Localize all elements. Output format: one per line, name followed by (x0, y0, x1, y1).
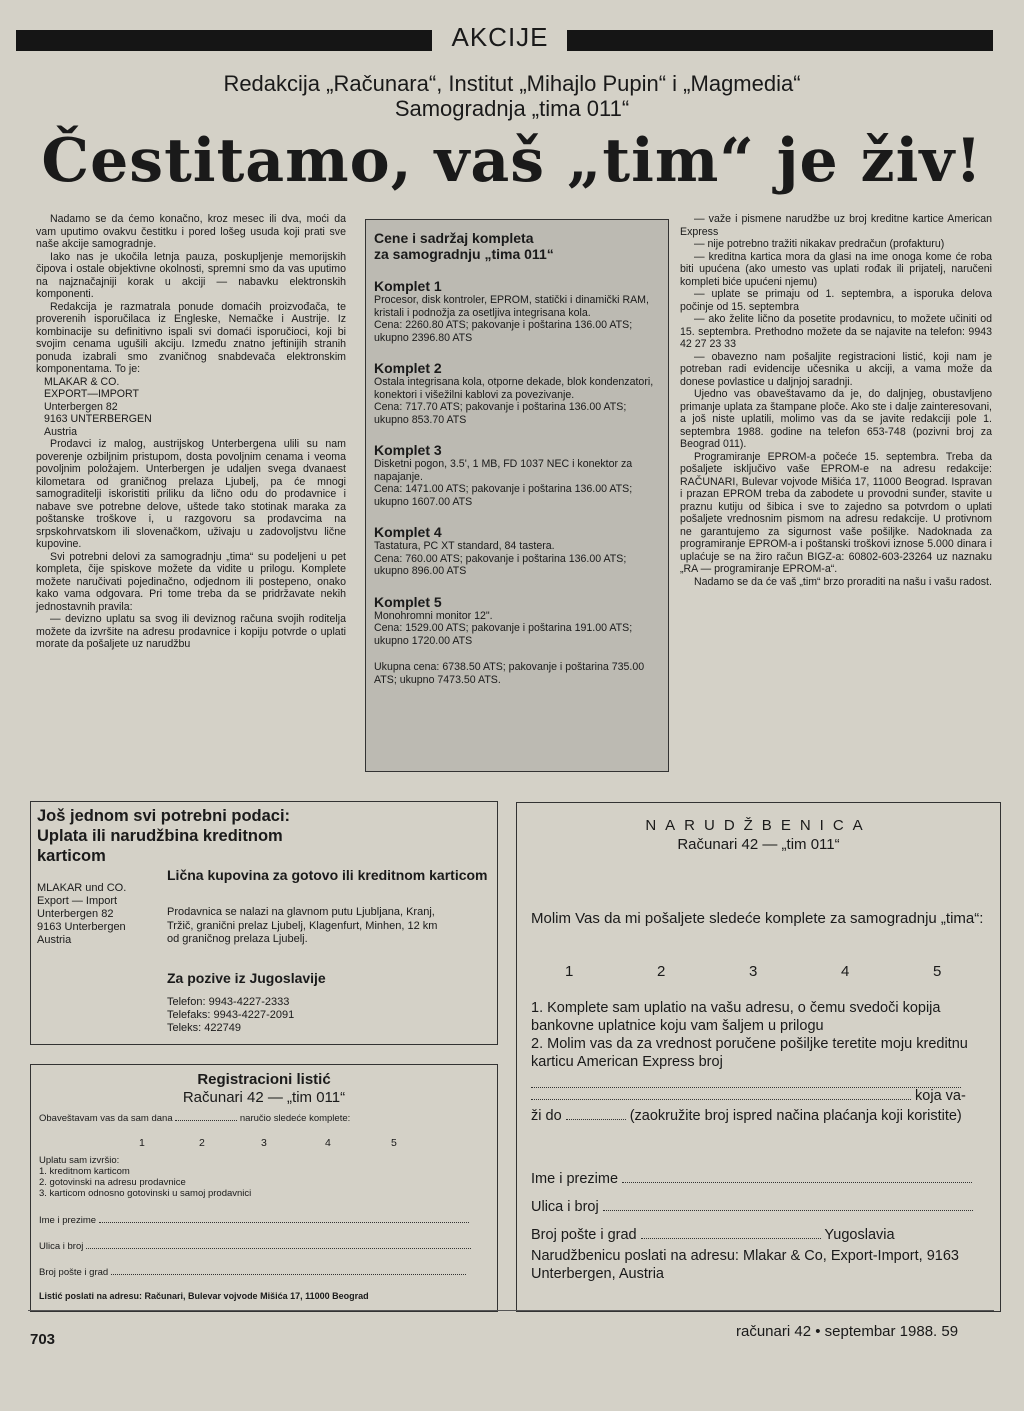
reg-name-row (39, 1215, 469, 1226)
reg-footer: Listić poslati na adresu: Računari, Bulevar vojvode Mišića 17, 11000 Beograd (39, 1291, 369, 1301)
kit-option-2[interactable]: 2 (199, 1137, 205, 1149)
komplet-desc: Ostala integrisana kola, otporne dekade, blok kondenzatori, konektori i višežilni kablovi za povezivanje. (374, 376, 654, 401)
post-label: Broj pošte i grad (39, 1267, 109, 1278)
teleks: Teleks: 422749 (167, 1022, 241, 1034)
order-street-row (531, 1199, 973, 1215)
supplier-line: 9163 UNTERBERGEN (44, 413, 152, 425)
telefon: Telefon: 9943-4227-2333 (167, 996, 290, 1008)
order-footer: Narudžbenicu poslati na adresu: Mlakar & Co, Export-Import, 9163 Unterbergen, Austria (531, 1248, 959, 1282)
supplier-line: Austria (44, 425, 77, 438)
price-box-title: Cene i sadržaj kompleta (374, 230, 534, 246)
right-para: — kreditna kartica mora da glasi na ime onoga kome će roba biti upućena (ako umesto vas uplati rođak ili prijatelj, naručeni kompleti biće upućeni njemu) (680, 250, 992, 288)
order-intro: Molim Vas da mi pošaljete sledeće komplete za samogradnju „tima“: (531, 910, 984, 927)
price-box-title-2: za samogradnju „tima 011“ (374, 246, 554, 262)
right-column (680, 213, 992, 588)
komplet-title: Komplet 3 (374, 442, 442, 458)
order-title: NARUDŽBENICA (645, 817, 872, 834)
left-para-3: Redakcija je razmatrala ponude domaćih proizvođača, te proverenih isporučilaca iz Engleske, Nemačke i Austrije. Iz kombinacije su definitivno ispali svi domaći isporučioci, koji bi svojim cenama ugušili akciju. Između znatno jeftinijih stranih ponuda izabrali smo zvaničnog snabdevača elektronskim komponentama. To je: (36, 300, 346, 375)
komplet-desc: Tastatura, PC XT standard, 84 tastera. (374, 540, 555, 552)
right-para: — nije potrebno tražiti nikakav predračun (profakturu) (694, 238, 945, 250)
post-field[interactable] (641, 1238, 821, 1239)
address-line: MLAKAR und CO. (37, 882, 127, 894)
komplet-price: Cena: 760.00 ATS; pakovanje i poštarina 136.00 ATS; ukupno 896.00 ATS (374, 552, 627, 577)
right-para: Ujedno vas obaveštavamo da je, do daljnjeg, obustavljeno primanje uplata za štampane ploče. Ako ste i dalje zainteresovani, a još niste uplatili, molimo vas da se javite redakciji pole 1. septembra 1988. godine na telefon 653-748 (pozivni broj za Beograd 011). (680, 388, 992, 450)
order-subtitle: Računari 42 — „tim 011“ (677, 836, 840, 853)
komplet-title: Komplet 5 (374, 593, 442, 610)
order-option-1[interactable]: 1. Komplete sam uplatio na vašu adresu, o čemu svedoči kopija bankovne uplatnice koju vam šaljem u prilogu (531, 1000, 941, 1034)
right-para: Nadamo se da će vaš „tim“ brzo proraditi na našu i vašu radost. (694, 575, 992, 588)
contact-lines (167, 996, 294, 1035)
reg-subtitle: Računari 42 — „tim 011“ (182, 1089, 346, 1106)
info-box-title: Još jednom svi potrebni podaci: Uplata ili narudžbina kreditnom karticom (37, 807, 291, 865)
post-field[interactable] (111, 1274, 466, 1275)
reg-line1 (39, 1113, 350, 1124)
kit-option-3[interactable]: 3 (261, 1137, 267, 1149)
supplier-line: EXPORT—IMPORT (44, 388, 139, 400)
card-extra-field[interactable] (531, 1088, 911, 1100)
instruction-text: (zaokružite broj ispred načina plaćanja koji koristite) (629, 1108, 962, 1124)
post-label: Broj pošte i grad (531, 1227, 637, 1243)
header-bar-left (16, 30, 432, 51)
headline: Čestitamo, vaš „tim“ je živ! (41, 126, 983, 196)
card-expiry-row (531, 1087, 986, 1105)
info-box (30, 801, 498, 1045)
kit-option-5[interactable]: 5 (933, 963, 942, 980)
expiry-field[interactable] (566, 1119, 626, 1120)
right-para: — ako želite lično da posetite prodavnicu, to možete učiniti od 15. septembra. Prethodno možete da se najavite na telefon: 9943 42 27 23 33 (680, 313, 992, 350)
address-line: Export — Import (37, 895, 118, 907)
reg-payment (39, 1155, 251, 1199)
subtitle-line1: Redakcija „Računara“, Institut „Mihajlo Pupin“ i „Magmedia“ (223, 71, 801, 96)
expiry-label: ži do (531, 1108, 562, 1124)
total-price: Ukupna cena: 6738.50 ATS; pakovanje i poštarina 735.00 ATS; ukupno 7473.50 ATS. (374, 661, 645, 686)
kit-option-2[interactable]: 2 (657, 963, 666, 980)
street-field[interactable] (86, 1248, 471, 1249)
komplet-price: Cena: 2260.80 ATS; pakovanje i poštarina 136.00 ATS; ukupno 2396.80 ATS (374, 319, 633, 344)
telefaks: Telefaks: 9943-4227-2091 (167, 1009, 295, 1021)
reg-line1-text-b: naručio sledeće komplete: (239, 1113, 351, 1124)
komplet-desc: Disketni pogon, 3.5', 1 MB, FD 1037 NEC i konektor za napajanje. (374, 458, 633, 483)
kit-option-1[interactable]: 1 (565, 963, 574, 980)
info-address (37, 882, 157, 947)
address-line: 9163 Unterbergen (37, 921, 126, 933)
kit-option-1[interactable]: 1 (139, 1137, 145, 1149)
komplet-price: Cena: 1471.00 ATS; pakovanje i poštarina 136.00 ATS; ukupno 1607.00 ATS (374, 483, 633, 508)
street-field[interactable] (603, 1210, 973, 1211)
name-field[interactable] (99, 1222, 469, 1223)
order-post-row (531, 1227, 895, 1243)
komplet-title: Komplet 4 (374, 524, 442, 540)
komplet-desc: Procesor, disk kontroler, EPROM, statički i dinamički RAM, kristali i podnožja za osetljiva integrisana kola. (374, 294, 649, 319)
expiry-row (531, 1107, 986, 1125)
kit-option-4[interactable]: 4 (325, 1137, 331, 1149)
komplet-price: Cena: 1529.00 ATS; pakovanje i poštarina 191.00 ATS; ukupno 1720.00 ATS (374, 622, 633, 647)
payment-option[interactable]: 1. kreditnom karticom (39, 1166, 130, 1177)
payment-option[interactable]: 3. karticom odnosno gotovinski u samoj prodavnici (39, 1188, 252, 1199)
order-option-2[interactable]: 2. Molim vas da za vrednost poručene pošiljke teretite moju kreditnu karticu American Express broj (531, 1036, 968, 1070)
address-line: Austria (37, 934, 72, 946)
komplet-desc: Monohromni monitor 12". (374, 609, 493, 622)
right-para: — obavezno nam pošaljite registracioni listić, koji nam je potreban radi evidencije učesnika u akciji, a vama može da donese povlastice u daljnjoj saradnji. (680, 350, 992, 388)
header-bar-right (567, 30, 993, 51)
left-para-4: Prodavci iz malog, austrijskog Unterbergena ulili su nam poverenje ozbiljnim pristupom, dosta povoljnim cenama i veoma povoljnim položajem. Unterbergen je udaljen svega dvanaest kilometara od graničnog prelaza Ljubelj, pa će mnogi samograditelji iskoristiti priliku da lično odu do prodavnice i nabave sve potrebne delove, uštede tako stotinak maraka za poštanske troškove i, u razgovoru sa prodavcima na srpskohrvatskom ili slovenačkom, uživaju u zadovoljstvu lične kupovine. (36, 438, 346, 550)
right-para: — važe i pismene narudžbe uz broj kreditne kartice American Express (680, 213, 992, 238)
pozive-title: Za pozive iz Jugoslavije (167, 970, 326, 986)
name-label: Ime i prezime (39, 1215, 97, 1226)
order-form (516, 802, 1001, 1312)
order-kit-numbers (565, 963, 941, 980)
subtitle-line2: Samogradnja „tima 011“ (394, 96, 630, 121)
left-column (36, 213, 346, 651)
date-field[interactable] (175, 1120, 237, 1121)
country-label: Yugoslavia (824, 1227, 895, 1243)
right-para: — uplate se primaju od 1. septembra, a isporuka delova počinje od 15. septembra (680, 288, 992, 313)
page-number: 703 (30, 1331, 56, 1348)
footer-rule (28, 1310, 994, 1311)
komplet-title: Komplet 1 (374, 278, 442, 294)
reg-street-row (39, 1241, 471, 1252)
address-line: Unterbergen 82 (37, 908, 114, 920)
footer-issue: računari 42 • septembar 1988. 59 (736, 1323, 959, 1340)
left-para-1: Nadamo se da ćemo konačno, kroz mesec ili dva, moći da vam uputimo ovakvu čestitku i pored lošeg usuda koji prati sve naše akcije samogradnje. (36, 213, 346, 250)
registration-form (30, 1064, 498, 1312)
street-label: Ulica i broj (39, 1241, 84, 1252)
order-name-row (531, 1171, 972, 1187)
payment-option[interactable]: 2. gotovinski na adresu prodavnice (39, 1177, 186, 1188)
street-label: Ulica i broj (531, 1199, 599, 1215)
licna-title: Lična kupovina za gotovo ili kreditnom karticom (167, 867, 488, 883)
kit-option-4[interactable]: 4 (841, 963, 850, 980)
koja-label: koja va- (915, 1088, 966, 1104)
reg-title: Registracioni listić (197, 1071, 331, 1088)
payment-label: Uplatu sam izvršio: (39, 1155, 120, 1166)
supplier-line: Unterbergen 82 (44, 400, 118, 413)
kit-option-5[interactable]: 5 (391, 1137, 397, 1149)
komplet-price: Cena: 717.70 ATS; pakovanje i poštarina 136.00 ATS; ukupno 853.70 ATS (374, 401, 627, 426)
left-para-6: — devizno uplatu sa svog ili deviznog računa svojih roditelja možete da izvršite na adresu prodavnice i kopiju potvrde o uplati morate da pošaljete uz narudžbu (36, 613, 346, 650)
right-para: Programiranje EPROM-a počeće 15. septembra. Treba da pošaljete isključivo vaše EPROM-e na adresu redakcije: RAČUNARI, Bulevar vojvode Mišića 17, 11000 Beograd. Ispravan i prazan EPROM treba da zabodete u provodni sunđer, stavite u praznu kutiju od šibica i sve to zajedno sa potvrdom o uplati pošaljete vrednosnim pismom na adresu redakcije. U protivnom ne garantujemo za sigurnost vaše pošiljke. Nadoknada za programiranje EPROM-a i poštanski troškovi iznose 5.000 dinara i uplaćuje se na žiro račun BIGZ-a: 60802-603-23264 uz naznaku „RA — programiranje EPROM-a“. (680, 450, 992, 575)
reg-kit-numbers (139, 1137, 397, 1149)
komplet-title: Komplet 2 (374, 360, 442, 376)
left-para-2: Iako nas je ukočila letnja pauza, poskupljenje memorijskih čipova i ostale objektivne okolnosti, spremni smo da vas uputimo na najznačajniji korak u akciji — nabavku elektronskih komponenti. (36, 250, 346, 300)
section-label: AKCIJE (451, 22, 549, 52)
name-field[interactable] (622, 1182, 972, 1183)
reg-line1-text: Obaveštavam vas da sam dana (39, 1113, 173, 1124)
name-label: Ime i prezime (531, 1171, 619, 1187)
kit-option-3[interactable]: 3 (749, 963, 758, 980)
price-box (365, 219, 669, 772)
supplier-address (36, 376, 346, 439)
left-para-5: Svi potrebni delovi za samogradnju „tima“ su podeljeni u pet kompleta, čije spiskove možete da vidite u prilogu. Komplete možete naručivati pojedinačno, odjednom ili postepeno, onako kako vama odgovara. Pri tome treba da se pridržavate nekih jednostavnih pravila: (36, 550, 346, 613)
licna-text: Prodavnica se nalazi na glavnom putu Ljubljana, Kranj, Tržič, granični prelaz Ljubelj, Klagenfurt, Minhen, 12 km od graničnog prelaza Ljubelj. (167, 906, 438, 945)
reg-post-row (39, 1267, 466, 1278)
supplier-line: MLAKAR & CO. (44, 375, 120, 388)
